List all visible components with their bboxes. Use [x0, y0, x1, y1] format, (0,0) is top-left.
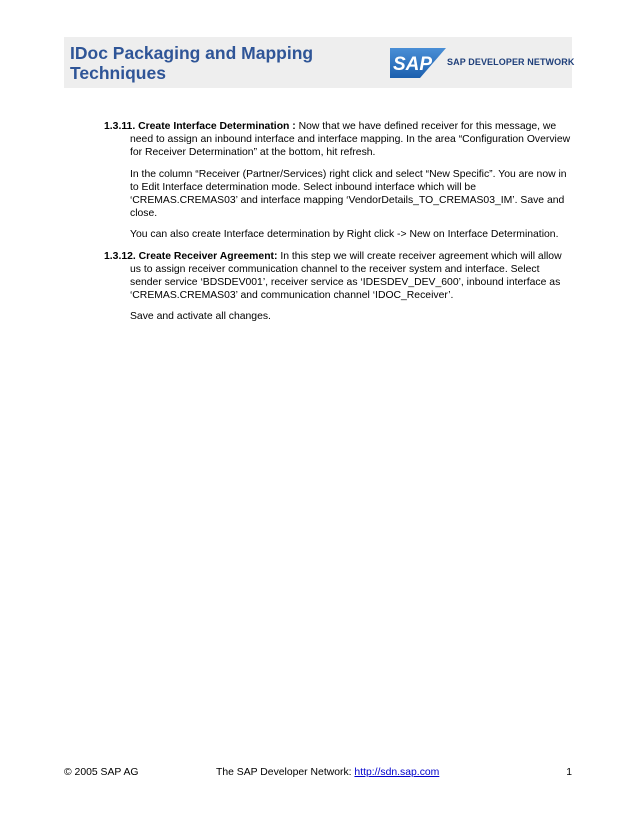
footer-network-link[interactable]: http://sdn.sap.com: [354, 767, 440, 778]
document-title: IDoc Packaging and Mapping Techniques: [70, 43, 314, 83]
section-paragraph: Save and activate all changes.: [130, 311, 271, 323]
section-intro-continuation: us to assign receiver communication channel to the receiver system and interface. Select sender service ‘BDSDEV001’, receiver service as ‘IDESDEV_DEV_600’, inbound interface as ‘CREMAS.CREMAS03’ and communication channel ‘IDOC_Receiver’.: [130, 263, 561, 302]
section-intro-text: In this step we will create receiver agreement which will allow: [277, 250, 562, 262]
section-number: 1.3.11.: [104, 121, 136, 132]
section-intro-text: Now that we have defined receiver for this message, we: [295, 121, 557, 132]
sap-logo-text: SAP: [393, 54, 433, 75]
sap-developer-network-label: SAP DEVELOPER NETWORK: [447, 57, 575, 67]
section-intro-continuation: need to assign an inbound interface and interface mapping. In the area “Configuration Overview for Receiver Determination” at the bottom, hit refresh.: [130, 134, 571, 159]
footer-network: [216, 766, 439, 780]
section-intro-paragraph: [104, 120, 572, 160]
footer-page-number: 1: [566, 767, 572, 778]
footer-copyright: © 2005 SAP AG: [64, 767, 139, 778]
section-paragraph: You can also create Interface determination by Right click -> New on Interface Determination.: [130, 229, 559, 241]
page-footer: [64, 766, 572, 780]
section-paragraph: In the column “Receiver (Partner/Services) right click and select “New Specific”. You are now in to Edit Interface determination mode. Select inbound interface which will be ‘CREMAS.CREMAS03’ and interface mapping ‘VendorDetails_TO_CREMAS03_IM’. Save and close.: [130, 168, 567, 220]
section-heading: Create Interface Determination :: [138, 121, 296, 132]
section-intro-paragraph: [104, 250, 572, 303]
section-1-3-11: [104, 120, 572, 242]
document-body: [104, 120, 572, 332]
section-number: 1.3.12.: [104, 250, 136, 262]
section-heading: Create Receiver Agreement:: [138, 250, 278, 262]
section-1-3-12: [104, 250, 572, 324]
footer-network-label: The SAP Developer Network:: [216, 767, 355, 778]
sap-logo: [390, 48, 446, 78]
